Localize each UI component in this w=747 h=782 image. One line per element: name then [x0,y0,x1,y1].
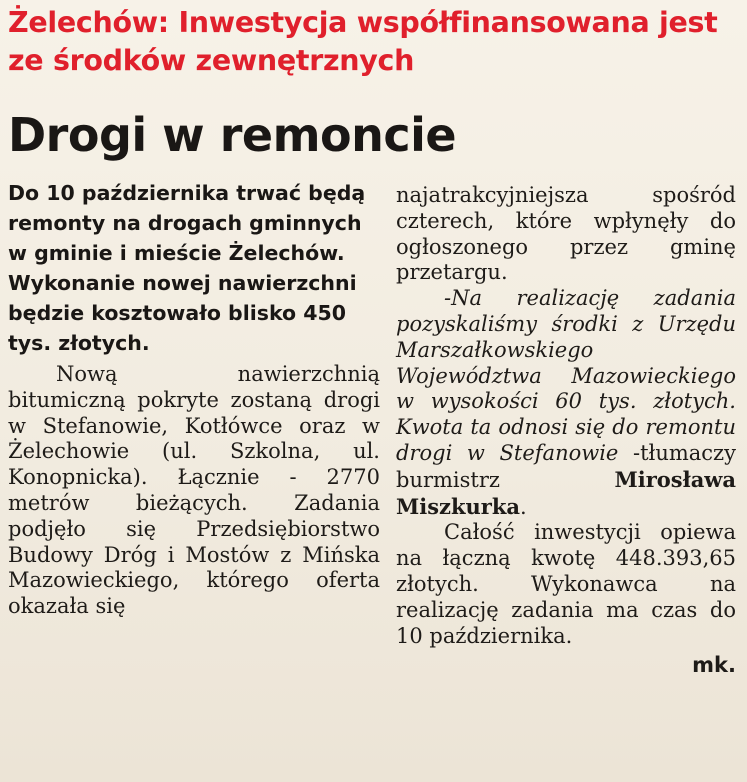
quote-paragraph [396,286,736,520]
attribution-prefix: -tłumaczy burmistrz [396,440,736,492]
kicker-headline: Żelechów: Inwestycja współfinansowana jest ze środków zewnętrznych [8,6,718,77]
quote-text: -Na realizację zadania pozyskaliśmy środki z Urzędu Marszałkowskiego Województwa Mazowieckiego w wysokości 60 tys. złotych. Kwota ta odnosi się do remontu drogi w Stefanowie [396,286,736,465]
page-title: Drogi w remoncie [8,108,457,162]
lead-paragraph: Do 10 października trwać będą remonty na drogach gminnych w gminie i mieście Żelechów. Wykonanie nowej nawierzchni będzie kosztowało blisko 450 tys. złotych. [8,181,366,355]
attribution-suffix: . [520,494,527,519]
closing-paragraph: Całość inwestycji opiewa na łączną kwotę 448.393,65 złotych. Wykonawca na realizację zadania ma czas do 10 października. [396,520,736,648]
left-column [8,178,380,620]
body-paragraph-1: Nową nawierzchnią bitumiczną pokryte zostaną drogi w Stefanowie, Kotłówce oraz w Żelechowie (ul. Szkolna, ul. Konopnicka). Łącznie - 2770 metrów bieżących. Zadania podjęło się Przedsiębiorstwo Budowy Dróg i Mostów z Mińska Mazowieckiego, którego oferta okazała się [8,362,380,619]
author-signature: mk. [692,653,736,678]
body-paragraph-1-continued: najatrakcyjniejsza spośród czterech, które wpłynęły do ogłoszonego przez gminę przetargu. [396,183,736,285]
official-name: Mirosława Miszkurka [396,466,736,519]
right-column [396,183,736,679]
